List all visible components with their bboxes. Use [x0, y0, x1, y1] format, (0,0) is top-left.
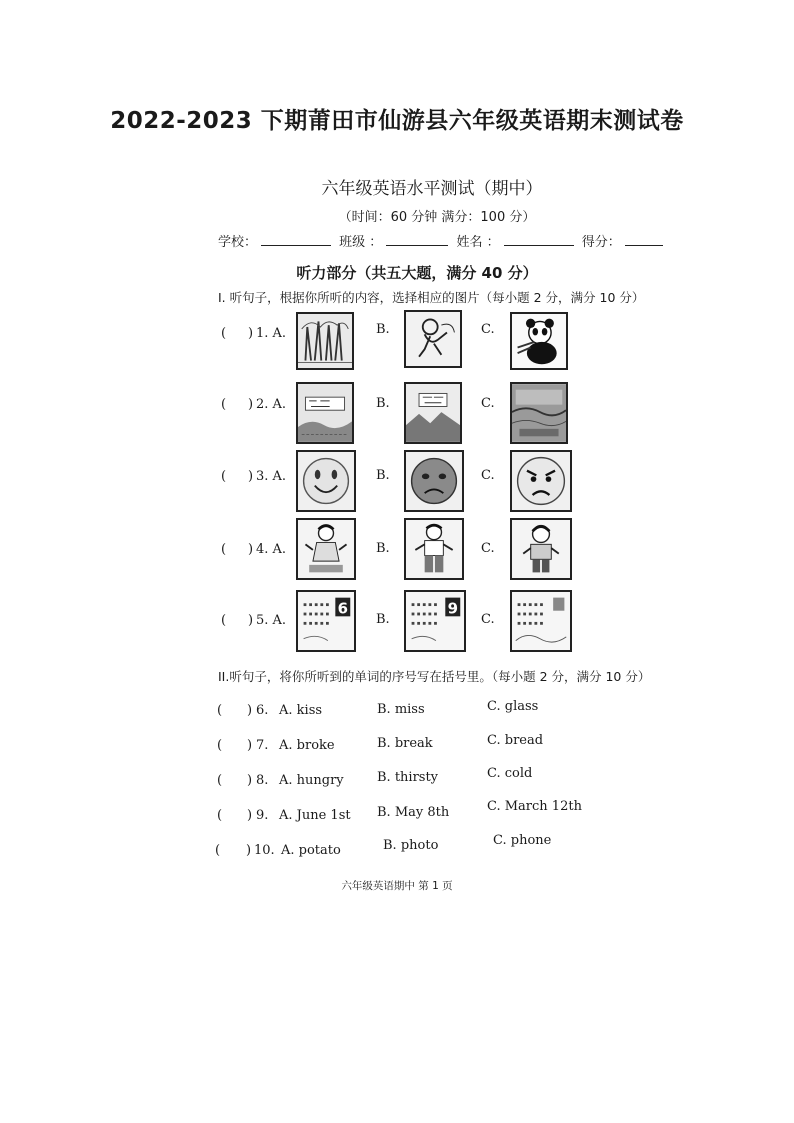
q9-open-paren: ( [217, 808, 223, 823]
q3-number: 3. A. [256, 469, 287, 484]
q10-open-paren: ( [215, 843, 221, 858]
q10-option-b: B. photo [383, 838, 439, 853]
q10-option-a: A. potato [281, 843, 341, 858]
student-info-row [218, 231, 667, 250]
q5-number: 5. A. [256, 613, 287, 628]
q10-number: 10. [254, 843, 275, 858]
page-title: 2022-2023 下期莆田市仙游县六年级英语期末测试卷 [110, 108, 684, 134]
postcard-picture [296, 382, 354, 444]
section1-heading: I. 听句子，根据你所听的内容，选择相应的图片（每小题 2 分，满分 10 分） [218, 290, 645, 305]
q8-open-paren: ( [217, 773, 223, 788]
q9-close-paren: ) [247, 808, 253, 823]
q3-option-c: C. [481, 468, 495, 483]
calendar-june-picture [296, 590, 356, 652]
q8-option-b: B. thirsty [377, 770, 439, 785]
name-label: 姓名 ： [456, 235, 500, 250]
name-blank[interactable] [504, 233, 574, 246]
score-blank[interactable] [625, 233, 663, 246]
q7-option-c: C. bread [487, 733, 544, 748]
q1-close-paren: ) [248, 326, 254, 341]
school-blank[interactable] [261, 233, 331, 246]
svg-text:6: 6 [337, 599, 348, 618]
q8-number: 8. [256, 773, 269, 788]
svg-text:9: 9 [447, 599, 458, 618]
score-label: 得分： [581, 235, 621, 250]
q3-close-paren: ) [248, 469, 254, 484]
listening-section-title: 听力部分（共五大题，满分 40 分） [296, 264, 538, 282]
boy-picture [404, 518, 464, 580]
q3-option-b: B. [376, 468, 390, 483]
child-picture [510, 518, 572, 580]
q8-option-c: C. cold [487, 766, 533, 781]
q7-open-paren: ( [217, 738, 223, 753]
q8-option-a: A. hungry [279, 773, 344, 788]
school-label: 学校： [218, 235, 258, 250]
q1-option-c: C. [481, 322, 495, 337]
happy-face-picture [296, 450, 356, 512]
angry-face-picture [510, 450, 572, 512]
q5-option-c: C. [481, 612, 495, 627]
q6-option-a: A. kiss [279, 703, 323, 718]
q4-number: 4. A. [256, 542, 287, 557]
q4-close-paren: ) [248, 542, 254, 557]
q10-close-paren: ) [246, 843, 252, 858]
q5-close-paren: ) [248, 613, 254, 628]
q6-close-paren: ) [247, 703, 253, 718]
q2-open-paren: ( [221, 397, 227, 412]
page-footer: 六年级英语期中 第 1 页 [341, 880, 453, 892]
sad-face-picture [404, 450, 464, 512]
section2-heading: II.听句子，将你所听到的单词的序号写在括号里。（每小题 2 分，满分 10 分） [218, 669, 651, 684]
q3-open-paren: ( [221, 469, 227, 484]
q10-option-c: C. phone [493, 833, 552, 848]
calendar-picture [510, 590, 572, 652]
q6-option-b: B. miss [377, 702, 425, 717]
q5-option-b: B. [376, 612, 390, 627]
q8-close-paren: ) [247, 773, 253, 788]
q9-option-b: B. May 8th [377, 805, 450, 820]
q2-option-c: C. [481, 396, 495, 411]
girl-picture [296, 518, 356, 580]
class-label: 班级 ： [339, 235, 383, 250]
q2-close-paren: ) [248, 397, 254, 412]
q4-option-c: C. [481, 541, 495, 556]
exam-time: （时间：60 分钟 满分：100 分） [338, 210, 536, 225]
panda-picture [510, 312, 568, 370]
exam-title: 六年级英语水平测试（期中） [321, 179, 543, 199]
q7-number: 7. [256, 738, 269, 753]
q4-open-paren: ( [221, 542, 227, 557]
q9-option-a: A. June 1st [279, 808, 351, 823]
q9-number: 9. [256, 808, 269, 823]
q4-option-b: B. [376, 541, 390, 556]
calendar-september-picture [404, 590, 466, 652]
class-blank[interactable] [386, 233, 448, 246]
q2-option-b: B. [376, 396, 390, 411]
q7-close-paren: ) [247, 738, 253, 753]
landscape-picture [404, 382, 462, 444]
scenery-picture [510, 382, 568, 444]
q9-option-c: C. March 12th [487, 799, 582, 814]
q7-option-b: B. break [377, 736, 433, 751]
q5-open-paren: ( [221, 613, 227, 628]
q1-option-b: B. [376, 322, 390, 337]
q1-open-paren: ( [221, 326, 227, 341]
q2-number: 2. A. [256, 397, 287, 412]
monkey-picture [404, 310, 462, 368]
q6-open-paren: ( [217, 703, 223, 718]
q6-option-c: C. glass [487, 699, 539, 714]
q7-option-a: A. broke [279, 738, 335, 753]
trees-picture [296, 312, 354, 370]
q1-number: 1. A. [256, 326, 287, 341]
q6-number: 6. [256, 703, 269, 718]
